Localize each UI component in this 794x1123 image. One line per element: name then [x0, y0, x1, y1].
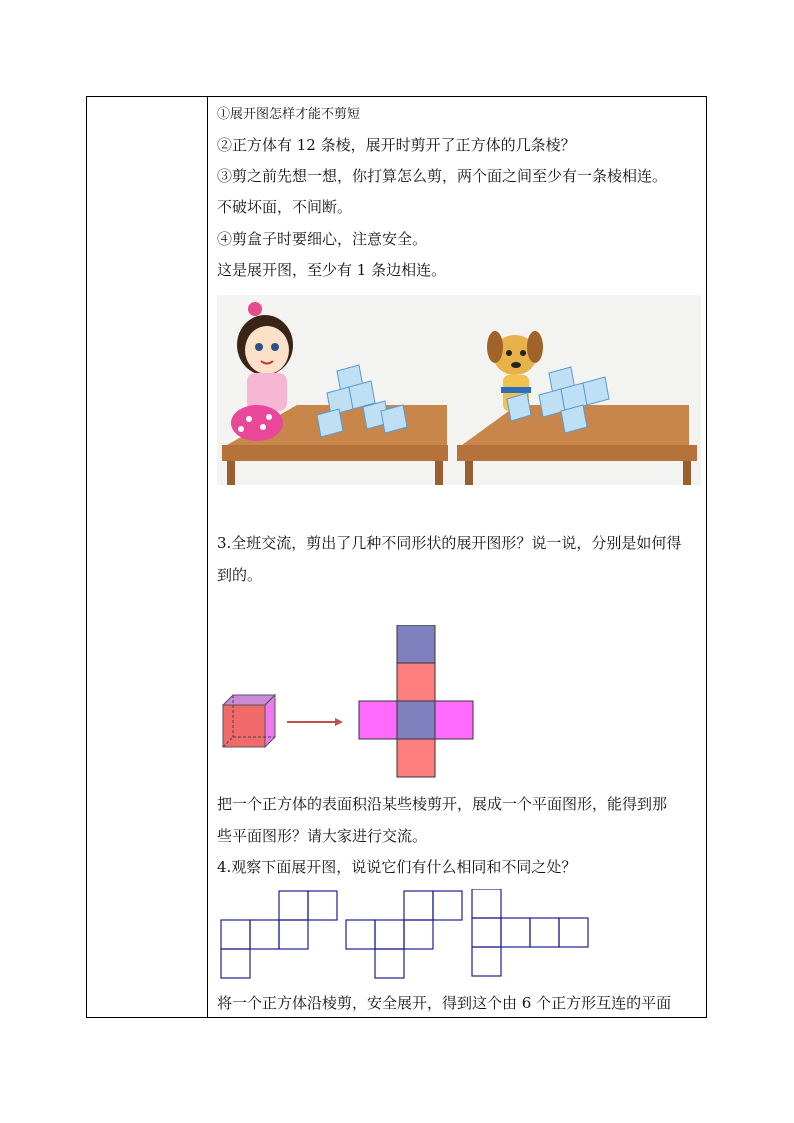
- net-outline-1: [221, 891, 337, 978]
- question-2: ②正方体有 12 条棱，展开时剪开了正方体的几条棱？: [217, 136, 576, 154]
- last-line: 将一个正方体沿棱剪，安全展开，得到这个由 6 个正方形互连的平面: [217, 994, 672, 1012]
- cross-net: [359, 625, 473, 777]
- net-face-center: [397, 701, 435, 739]
- net-face-top: [397, 625, 435, 663]
- cube-figure: [223, 695, 275, 747]
- cutting-illustration: [217, 295, 701, 485]
- section-3-heading: 3.全班交流，剪出了几种不同形状的展开图形？说一说，分别是如何得: [217, 534, 682, 552]
- question-3-continued: 不破坏面，不间断。: [217, 198, 353, 216]
- summary-line: 这是展开图，至少有 1 条边相连。: [217, 261, 447, 279]
- question-3: ③剪之前先想一想，你打算怎么剪，两个面之间至少有一条棱相连。: [217, 167, 668, 185]
- three-nets-diagram: [217, 889, 617, 983]
- arrow: [287, 718, 343, 726]
- lesson-table: [86, 96, 707, 1018]
- net-outline-3: [472, 889, 588, 976]
- net-outline-2: [346, 891, 462, 978]
- question-1: ①展开图怎样才能不剪短: [217, 107, 361, 122]
- paragraph-line-1: 把一个正方体的表面积沿某些棱剪开，展成一个平面图形，能得到那: [217, 795, 668, 813]
- question-4: ④剪盒子时要细心，注意安全。: [217, 230, 428, 248]
- net-face-left: [359, 701, 397, 739]
- net-face-right: [435, 701, 473, 739]
- paragraph-line-2: 些平面图形？请大家进行交流。: [217, 827, 428, 845]
- section-3-continued: 到的。: [217, 566, 263, 584]
- cutting-illustration-drawing: [217, 295, 701, 485]
- column-divider: [207, 97, 208, 1017]
- section-4-heading: 4.观察下面展开图，说说它们有什么相同和不同之处？: [217, 858, 577, 876]
- net-face-bottom: [397, 739, 435, 777]
- cube-to-net-diagram: [217, 625, 487, 783]
- net-face-upper: [397, 663, 435, 701]
